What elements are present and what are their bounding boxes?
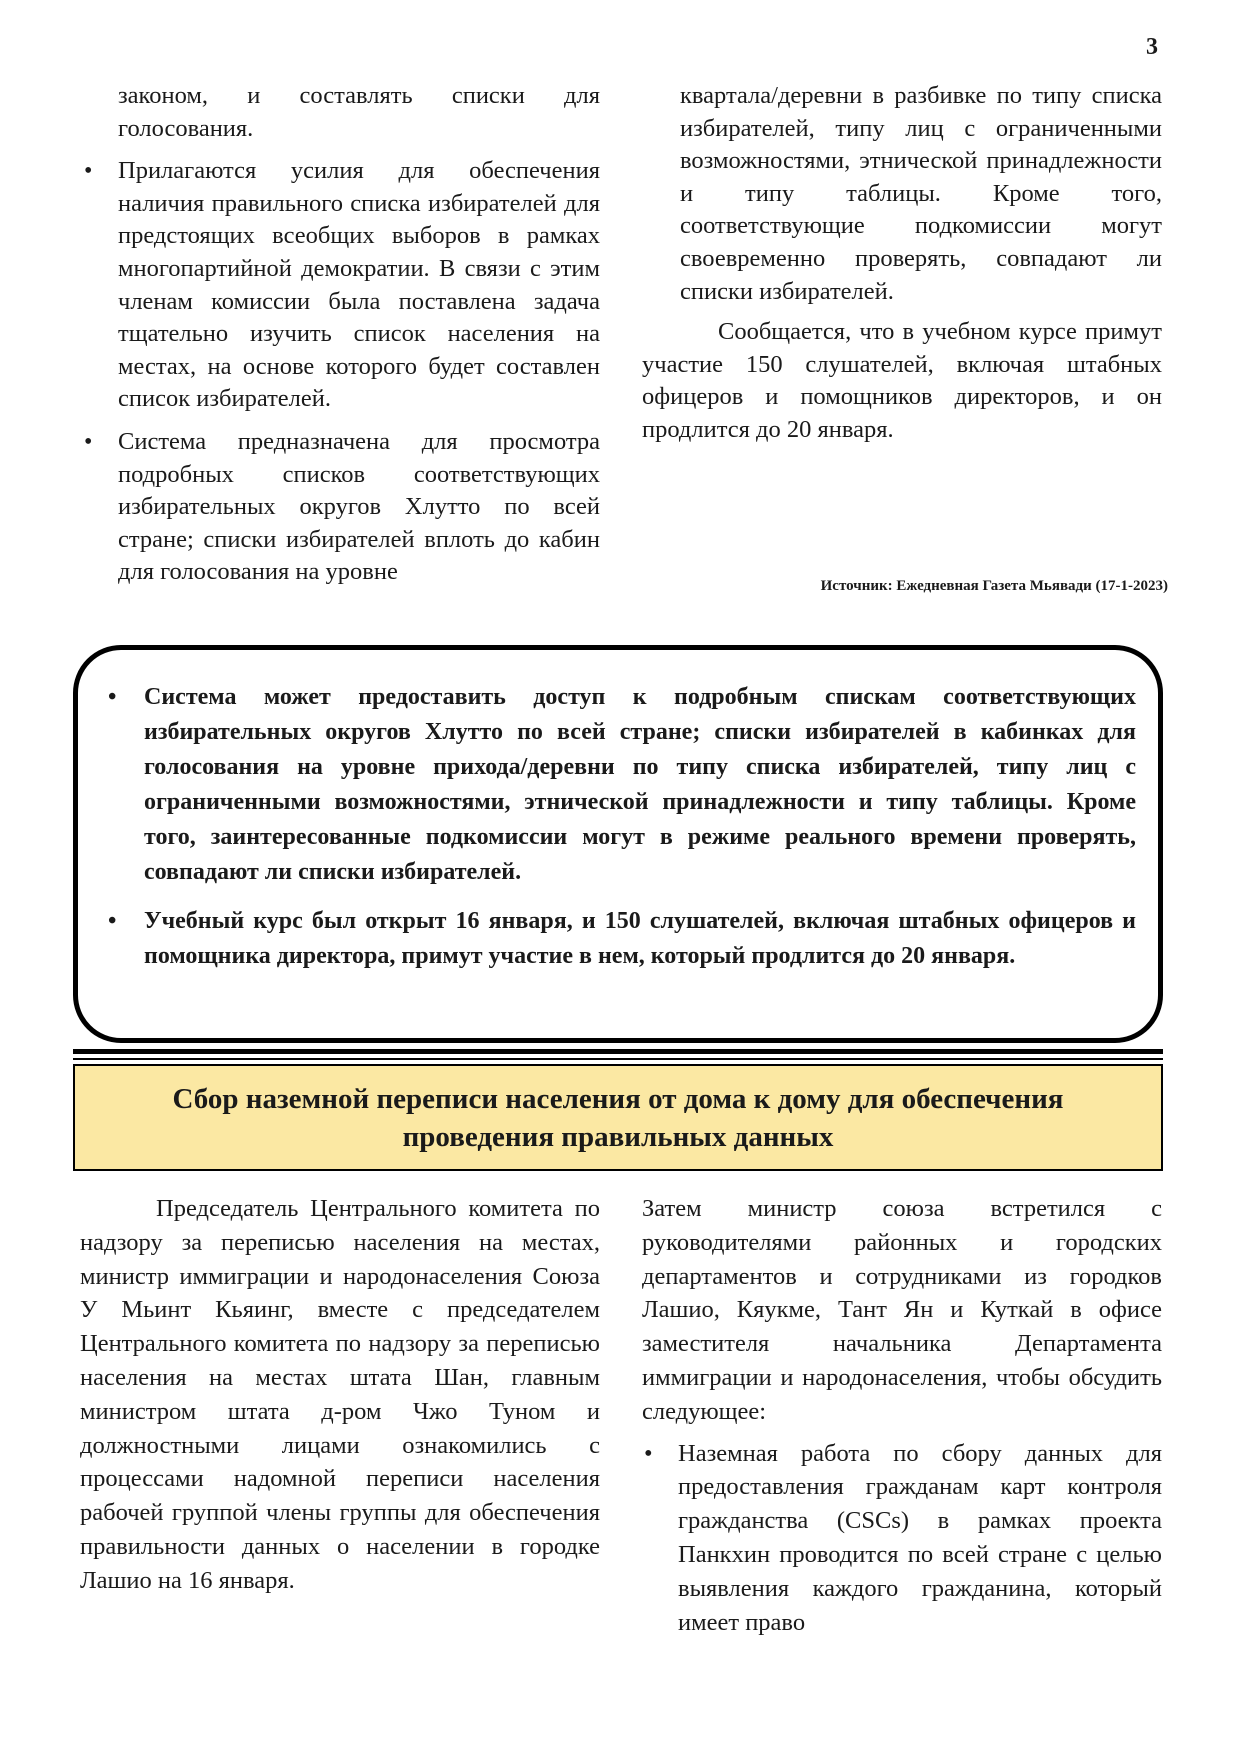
list-item: • Наземная работа по сбору данных для предоставления гражданам карт контроля гражданства (CSCs) в рамках проекта Панкхин проводится по всей стране с целью выявления каждого гражданина, который имеет право — [642, 1437, 1162, 1640]
divider-thick — [73, 1049, 1163, 1054]
list-item: • Система предназначена для просмотра подробных списков соответствующих избирательных округов Хлутто по всей стране; списки избирателей вплоть до кабин для голосования на уровне — [80, 426, 600, 589]
top-right-column — [642, 80, 1162, 447]
section-heading: Сбор наземной переписи населения от дома к дому для обеспечения проведения правильных данных — [73, 1064, 1163, 1171]
bullet-list — [642, 1437, 1162, 1640]
source-citation: Источник: Ежедневная Газета Мьявади (17-1-2023) — [820, 578, 1168, 594]
paragraph: Затем министр союза встретился с руководителями районных и городских департаментов и сотрудниками из городков Лашио, Кяукме, Тант Ян и Куткай в офисе заместителя начальника Департамента иммиграции и народонаселения, чтобы обсудить следующее: — [642, 1195, 1162, 1425]
summary-callout — [73, 645, 1163, 1043]
paragraph: Сообщается, что в учебном курсе примут участие 150 слушателей, включая штабных офицеров и помощников директоров, и он продлится до 20 января. — [642, 318, 1162, 443]
page-number: 3 — [1146, 34, 1158, 60]
bottom-right-column — [642, 1192, 1162, 1639]
continuation-text: квартала/деревни в разбивке по типу списка избирателей, типу лиц с ограниченными возможностями, этнической принадлежности и типу таблицы. Кроме того, соответствующие подкомиссии могут своевременно проверять, совпадают ли списки избирателей. — [680, 82, 1162, 305]
callout-item: • Система может предоставить доступ к подробным спискам соответствующих избирательных округов Хлутто по всей стране; списки избирателей в кабинках для голосования на уровне прихода/деревни по типу списка избирателей, типу лиц с ограниченными возможностями, этнической принадлежности и типу таблицы. Кроме того, заинтересованные подкомиссии могут в режиме реального времени проверять, совпадают ли списки избирателей. — [108, 680, 1136, 890]
list-item: • Прилагаются усилия для обеспечения наличия правильного списка избирателей для предстоящих всеобщих выборов в рамках многопартийной демократии. В связи с этим членам комиссии была поставлена задача тщательно изучить список населения на местах, на основе которого будет составлен список избирателей. — [80, 155, 600, 416]
paragraph: Председатель Центрального комитета по надзору за переписью населения на местах, министр иммиграции и народонаселения Союза У Мьинт Кьяинг, вместе с председателем Центрального комитета по надзору за переписью населения на местах штата Шан, главным министром штата д-ром Чжо Туном и должностными лицами ознакомились с процессами надомной переписи населения рабочей группой члены группы для обеспечения правильности данных о населении в городке Лашио на 16 января. — [80, 1195, 600, 1594]
top-left-column — [80, 80, 600, 599]
callout-item: • Учебный курс был открыт 16 января, и 150 слушателей, включая штабных офицеров и помощника директора, примут участие в нем, который продлится до 20 января. — [108, 904, 1136, 974]
divider-thin — [73, 1058, 1163, 1060]
callout-list — [108, 680, 1136, 988]
continuation-text: законом, и составлять списки для голосования. — [118, 82, 600, 142]
bottom-left-column — [80, 1192, 600, 1598]
bullet-list — [80, 155, 600, 589]
